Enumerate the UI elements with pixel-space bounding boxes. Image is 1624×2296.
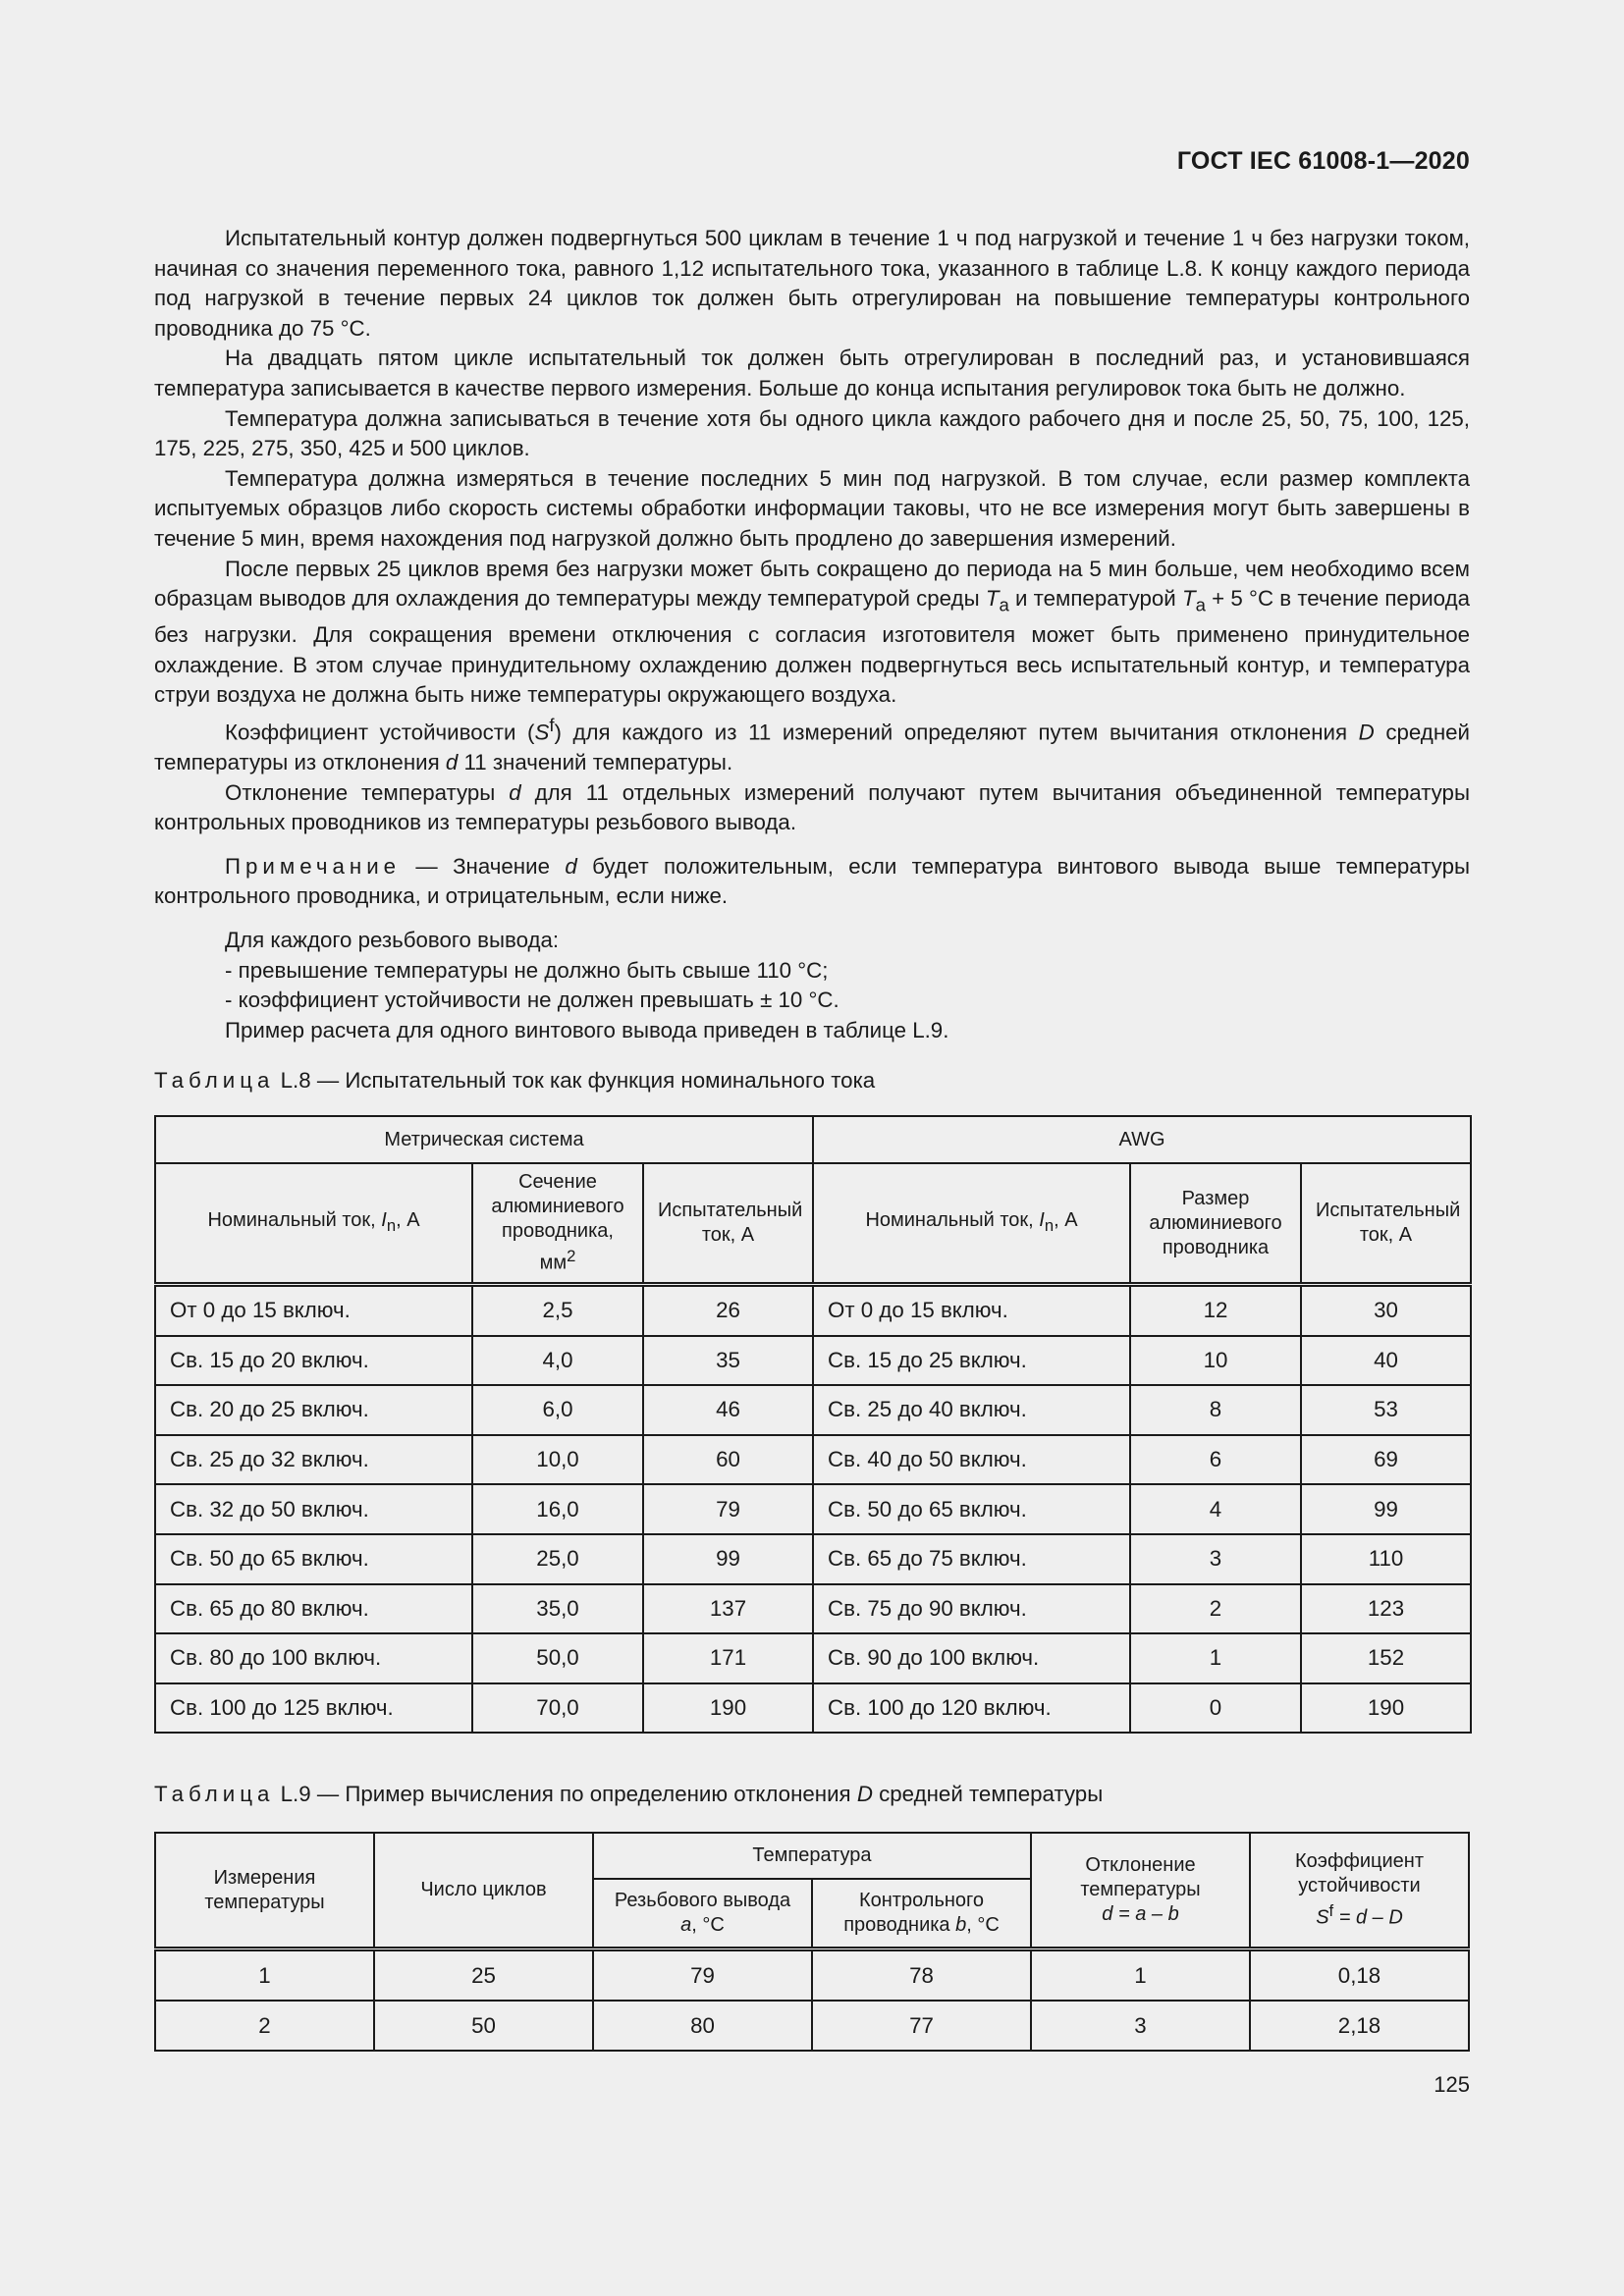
symbol: S — [1316, 1906, 1329, 1929]
formula: d = a – b — [1102, 1903, 1179, 1925]
table-cell: 79 — [643, 1484, 813, 1534]
table-cell: Св. 32 до 50 включ. — [155, 1484, 472, 1534]
text: для 11 отдельных измерений получают путем вычитания объединенной температуры контрольных проводников из температуры резьбового вывода. — [154, 779, 1470, 835]
table-cell: 80 — [593, 2001, 812, 2051]
group-header-metric: Метрическая система — [155, 1116, 813, 1163]
symbol: S — [534, 720, 550, 745]
table-cell: 190 — [643, 1683, 813, 1734]
symbol: I — [1039, 1209, 1045, 1231]
text: Резьбового вывода — [614, 1890, 791, 1911]
table-cell: 137 — [643, 1584, 813, 1634]
table-l8-caption — [154, 1068, 875, 1094]
table-row — [155, 1336, 1471, 1386]
symbol: a — [680, 1914, 692, 1936]
text: Коэффициент устойчивости ( — [225, 720, 535, 745]
table-cell: 1 — [1130, 1633, 1301, 1683]
table-cell: 4,0 — [472, 1336, 643, 1386]
table-cell: 1 — [155, 1949, 374, 2002]
symbol: D — [856, 1782, 873, 1806]
table-row — [155, 1385, 1471, 1435]
table-row — [155, 2001, 1469, 2051]
text: и температурой — [1008, 586, 1182, 612]
group-header-temperature: Температура — [593, 1833, 1031, 1879]
table-cell: 3 — [1031, 2001, 1250, 2051]
table-cell: 35 — [643, 1336, 813, 1386]
caption-text: средней температуры — [872, 1782, 1104, 1806]
note-paragraph — [154, 852, 1470, 912]
table-cell: 190 — [1301, 1683, 1471, 1734]
table-cell: От 0 до 15 включ. — [155, 1285, 472, 1336]
table-cell: 4 — [1130, 1484, 1301, 1534]
table-row — [155, 1949, 1469, 2002]
table-cell: Св. 65 до 75 включ. — [813, 1534, 1130, 1584]
table-cell: 35,0 — [472, 1584, 643, 1634]
body-text — [154, 224, 1470, 1045]
table-cell: 69 — [1301, 1435, 1471, 1485]
col-header-control-conductor — [812, 1879, 1031, 1949]
symbol: T — [985, 586, 1000, 612]
text: Номинальный ток, — [865, 1209, 1040, 1231]
table-cell: Св. 75 до 90 включ. — [813, 1584, 1130, 1634]
symbol: d — [509, 779, 521, 805]
table-cell: Св. 15 до 25 включ. — [813, 1336, 1130, 1386]
symbol: d — [445, 749, 459, 774]
superscript: f — [1328, 1901, 1334, 1921]
col-header-test-current-awg: Испытательный ток, А — [1301, 1163, 1471, 1285]
col-header-nominal — [155, 1163, 472, 1285]
table-cell: 12 — [1130, 1285, 1301, 1336]
symbol: b — [955, 1914, 967, 1936]
table-cell: 46 — [643, 1385, 813, 1435]
text: — Значение — [401, 853, 566, 879]
caption-label: Таблица — [154, 1068, 275, 1093]
table-cell: Св. 25 до 40 включ. — [813, 1385, 1130, 1435]
table-row — [155, 1683, 1471, 1734]
note-label: Примечание — [225, 853, 402, 879]
paragraph: Температура должна записываться в течение хотя бы одного цикла каждого рабочего дня и после 25, 50, 75, 100, 125, 175, 225, 275, 350, 425 и 500 циклов. — [154, 405, 1470, 461]
col-header-cycles: Число циклов — [374, 1833, 593, 1949]
col-header-measure: Измерения температуры — [155, 1833, 374, 1949]
table-cell: 152 — [1301, 1633, 1471, 1683]
table-row — [155, 1534, 1471, 1584]
symbol: D — [1358, 720, 1375, 745]
table-cell: 60 — [643, 1435, 813, 1485]
subscript: a — [1195, 594, 1206, 615]
list-item: - коэффициент устойчивости не должен превышать ± 10 °C. — [225, 988, 839, 1013]
table-l9 — [154, 1832, 1470, 2052]
subscript: n — [386, 1216, 397, 1235]
table-cell: Св. 50 до 65 включ. — [813, 1484, 1130, 1534]
caption-text: L.8 — Испытательный ток как функция номинального тока — [274, 1068, 876, 1093]
table-cell: 26 — [643, 1285, 813, 1336]
requirements-list — [154, 926, 1470, 1045]
table-cell: 25,0 — [472, 1534, 643, 1584]
table-cell: 2 — [1130, 1584, 1301, 1634]
list-item: - превышение температуры не должно быть свыше 110 °C; — [225, 957, 829, 983]
table-cell: 53 — [1301, 1385, 1471, 1435]
table-row — [155, 1633, 1471, 1683]
col-header-nominal-awg — [813, 1163, 1130, 1285]
symbol: d — [565, 853, 577, 879]
table-cell: 77 — [812, 2001, 1031, 2051]
paragraph: На двадцать пятом цикле испытательный ток должен быть отрегулирован в последний раз, и установившаяся температура записывается в качестве первого измерения. Больше до конца испытания регулировок тока быть не должно. — [154, 346, 1470, 400]
caption-text: L.9 — Пример вычисления по определению отклонения — [274, 1782, 857, 1806]
table-cell: 0,18 — [1250, 1949, 1469, 2002]
table-cell: 0 — [1130, 1683, 1301, 1734]
subscript: n — [1044, 1216, 1055, 1235]
table-cell: Св. 50 до 65 включ. — [155, 1534, 472, 1584]
table-l9-caption — [154, 1782, 1103, 1807]
paragraph — [154, 778, 1470, 838]
table-cell: 40 — [1301, 1336, 1471, 1386]
table-row — [155, 1484, 1471, 1534]
col-header-test-current: Испытательный ток, А — [643, 1163, 813, 1285]
table-cell: 123 — [1301, 1584, 1471, 1634]
table-cell: Св. 90 до 100 включ. — [813, 1633, 1130, 1683]
table-cell: Св. 100 до 120 включ. — [813, 1683, 1130, 1734]
table-cell: 70,0 — [472, 1683, 643, 1734]
text: будет положительным, если температура винтового вывода выше температуры контрольного проводника, и отрицательным, если ниже. — [154, 853, 1470, 909]
col-header-size: Размер алюминиевого проводника — [1130, 1163, 1301, 1285]
table-cell: 79 — [593, 1949, 812, 2002]
table-cell: От 0 до 15 включ. — [813, 1285, 1130, 1336]
table-cell: Св. 65 до 80 включ. — [155, 1584, 472, 1634]
table-cell: Св. 15 до 20 включ. — [155, 1336, 472, 1386]
text: , °C — [691, 1914, 725, 1936]
document-header: ГОСТ IEC 61008-1—2020 — [1176, 147, 1470, 175]
text: , °C — [966, 1914, 1000, 1936]
text: 11 значений температуры. — [458, 749, 733, 774]
text: Сечение алюминиевого проводника, мм — [491, 1171, 624, 1274]
table-cell: Св. 80 до 100 включ. — [155, 1633, 472, 1683]
text: ) для каждого из 11 измерений определяют путем вычитания отклонения — [554, 720, 1359, 745]
table-row — [155, 1285, 1471, 1336]
col-header-deviation — [1031, 1833, 1250, 1949]
table-cell: 2,5 — [472, 1285, 643, 1336]
paragraph: Испытательный контур должен подвергнуться 500 циклам в течение 1 ч под нагрузкой и течение 1 ч без нагрузки током, начиная со значения переменного тока, равного 1,12 испытательного тока, указанного в таблице L.8. К концу каждого периода под нагрузкой в течение первых 24 циклов ток должен быть отрегулирован на повышение температуры контрольного проводника до 75 °C. — [154, 226, 1470, 341]
group-header-awg: AWG — [813, 1116, 1471, 1163]
table-cell: 6 — [1130, 1435, 1301, 1485]
superscript: f — [549, 714, 555, 735]
table-cell: 3 — [1130, 1534, 1301, 1584]
text: Отклонение температуры — [1080, 1854, 1201, 1900]
text: Номинальный ток, — [207, 1209, 382, 1231]
paragraph — [154, 555, 1470, 711]
table-cell: Св. 100 до 125 включ. — [155, 1683, 472, 1734]
list-outro: Пример расчета для одного винтового вывода приведен в таблице L.9. — [225, 1017, 949, 1042]
symbol: T — [1181, 586, 1196, 612]
table-cell: 78 — [812, 1949, 1031, 2002]
paragraph — [154, 711, 1470, 778]
col-header-coefficient — [1250, 1833, 1469, 1949]
list-intro: Для каждого резьбового вывода: — [225, 927, 560, 952]
table-cell: 16,0 — [472, 1484, 643, 1534]
text: , А — [396, 1209, 420, 1231]
table-cell: 10 — [1130, 1336, 1301, 1386]
text: После первых 25 циклов время без нагрузки может быть сокращено до периода на 5 мин больше, чем необходимо всем образцам выводов для охлаждения до температуры между температурой среды — [154, 556, 1470, 612]
page-number: 125 — [1434, 2072, 1470, 2097]
text: средней температуры из отклонения — [154, 720, 1470, 774]
table-cell: Св. 25 до 32 включ. — [155, 1435, 472, 1485]
table-cell: 2,18 — [1250, 2001, 1469, 2051]
table-row — [155, 1435, 1471, 1485]
table-cell: Св. 20 до 25 включ. — [155, 1385, 472, 1435]
text: , А — [1054, 1209, 1078, 1231]
table-cell: 6,0 — [472, 1385, 643, 1435]
text: Контрольного проводника — [843, 1890, 985, 1936]
text: Коэффициент устойчивости — [1294, 1850, 1424, 1897]
table-cell: 99 — [1301, 1484, 1471, 1534]
text: Отклонение температуры — [225, 779, 510, 805]
table-cell: 171 — [643, 1633, 813, 1683]
table-cell: Св. 40 до 50 включ. — [813, 1435, 1130, 1485]
superscript: 2 — [567, 1247, 576, 1266]
text: + 5 °C в течение периода без нагрузки. Для сокращения времени отключения с согласия изготовителя может быть применено принудительное охлаждение. В этом случае принудительному охлаждению должен подвергнуться весь испытательный контур, и температура струи воздуха не должна быть ниже температуры окружающего воздуха. — [154, 586, 1470, 708]
table-cell: 2 — [155, 2001, 374, 2051]
col-header-section — [472, 1163, 643, 1285]
symbol: I — [381, 1209, 387, 1231]
caption-label: Таблица — [154, 1782, 275, 1806]
paragraph: Температура должна измеряться в течение последних 5 мин под нагрузкой. В том случае, если размер комплекта испытуемых образцов либо скорость системы обработки информации таковы, что не все измерения могут быть завершены в течение 5 мин, время нахождения под нагрузкой должно быть продлено до завершения измерений. — [154, 465, 1470, 551]
table-cell: 8 — [1130, 1385, 1301, 1435]
table-l8 — [154, 1115, 1472, 1734]
table-cell: 50 — [374, 2001, 593, 2051]
table-cell: 110 — [1301, 1534, 1471, 1584]
table-cell: 10,0 — [472, 1435, 643, 1485]
table-row — [155, 1584, 1471, 1634]
table-cell: 1 — [1031, 1949, 1250, 2002]
table-cell: 25 — [374, 1949, 593, 2002]
subscript: a — [999, 594, 1009, 615]
table-cell: 30 — [1301, 1285, 1471, 1336]
col-header-thread-terminal — [593, 1879, 812, 1949]
table-cell: 50,0 — [472, 1633, 643, 1683]
formula: = d – D — [1333, 1906, 1403, 1929]
table-cell: 99 — [643, 1534, 813, 1584]
